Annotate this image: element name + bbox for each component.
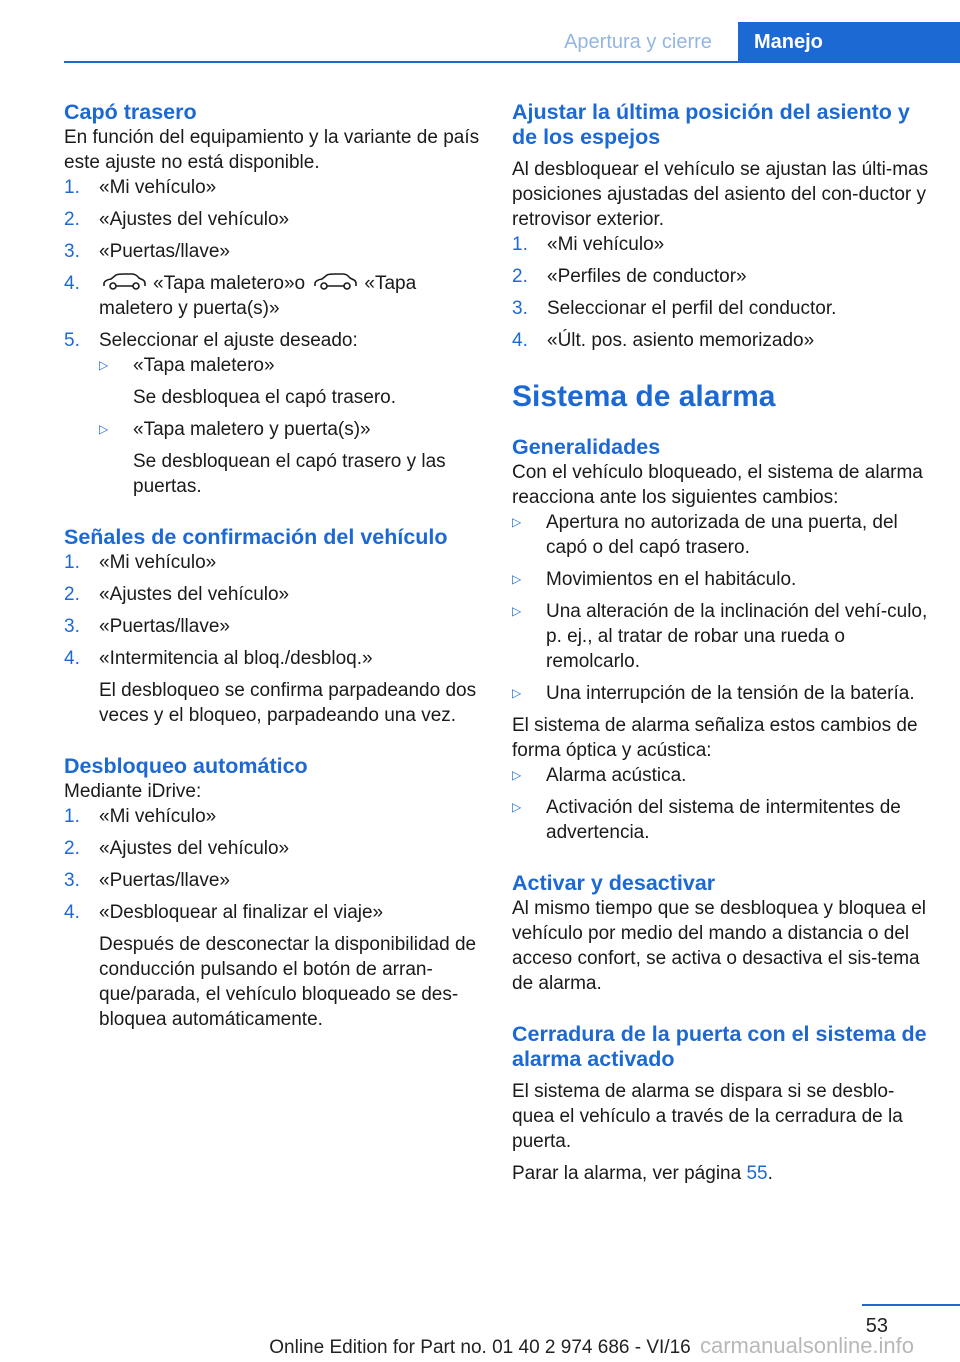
step-number: 1. — [512, 234, 528, 255]
list-item-text: Alarma acústica. — [546, 765, 687, 786]
cerradura-text: El sistema de alarma se dispara si se desblo-quea el vehículo a través de la cerradura de la puerta. — [512, 1081, 903, 1152]
list-item-text: Activación del sistema de intermitentes de advertencia. — [546, 797, 901, 843]
step-text: «Mi vehículo» — [99, 552, 217, 573]
chapter-tab[interactable]: Manejo — [738, 22, 960, 63]
step-text: «Mi vehículo» — [99, 806, 217, 827]
step-body — [99, 328, 482, 499]
list-item — [512, 599, 932, 674]
triangle-bullet-icon: ▷ — [99, 422, 109, 436]
list-item — [512, 567, 932, 592]
ajustar-steps — [512, 232, 932, 353]
heading-sistema-alarma: Sistema de alarma — [512, 380, 776, 413]
alarm-changes-list — [512, 510, 932, 706]
list-item — [512, 232, 932, 257]
option-desc: Se desbloquean el capó trasero y las puertas. — [133, 451, 446, 497]
list-item-text: Movimientos en el habitáculo. — [546, 569, 797, 590]
list-item-text: Una interrupción de la tensión de la batería. — [546, 683, 915, 704]
step-note: Después de desconectar la disponibilidad de conducción pulsando el botón de arran-que/parada, el vehículo bloqueado se des-bloquea automáticamente. — [99, 934, 477, 1030]
step-text: «Mi vehículo» — [99, 177, 217, 198]
list-item — [512, 510, 932, 560]
car-tailgate-icon — [101, 272, 147, 292]
list-item — [64, 271, 482, 321]
triangle-bullet-icon: ▷ — [512, 686, 522, 700]
heading-cerradura: Cerradura de la puerta con el sistema de alarma activado — [512, 1022, 927, 1071]
left-column — [64, 100, 482, 1032]
step-number: 4. — [64, 648, 80, 669]
triangle-bullet-icon: ▷ — [512, 604, 522, 618]
list-item — [64, 328, 482, 499]
stop-alarm-suffix: . — [767, 1163, 773, 1184]
capo-intro: En función del equipamiento y la variante de país este ajuste no está disponible. — [64, 127, 480, 173]
triangle-bullet-icon: ▷ — [512, 768, 522, 782]
step-text: «Puertas/llave» — [99, 616, 230, 637]
desbloqueo-intro: Mediante iDrive: — [64, 781, 202, 802]
step-note: El desbloqueo se confirma parpadeando dos veces y el bloqueo, parpadeando una vez. — [99, 680, 477, 726]
step-text: «Intermitencia al bloq./desbloq.» — [99, 648, 373, 669]
step-number: 4. — [64, 273, 80, 294]
step-number: 2. — [64, 209, 80, 230]
generalidades-intro: Con el vehículo bloqueado, el sistema de alarma reacciona ante los siguientes cambios: — [512, 462, 923, 508]
option-desc: Se desbloquea el capó trasero. — [133, 387, 397, 408]
list-item — [64, 175, 482, 200]
page-number: 53 — [865, 1315, 888, 1337]
step-number: 2. — [64, 838, 80, 859]
list-item — [99, 353, 482, 410]
option-body — [133, 353, 482, 410]
step-number: 1. — [64, 552, 80, 573]
heading-senales: Señales de confirmación del vehículo — [64, 525, 448, 549]
triangle-bullet-icon: ▷ — [512, 572, 522, 586]
step-number: 1. — [64, 806, 80, 827]
list-item — [512, 795, 932, 845]
activar-text: Al mismo tiempo que se desbloquea y bloquea el vehículo por medio del mando a distancia o del acceso confort, se activa o desactiva el sis-tema de alarma. — [512, 898, 927, 994]
step-number: 3. — [64, 241, 80, 262]
step-text: «Puertas/llave» — [99, 241, 230, 262]
list-item — [512, 681, 932, 706]
step-text: «Mi vehículo» — [547, 234, 665, 255]
triangle-bullet-icon: ▷ — [512, 515, 522, 529]
stop-alarm-prefix: Parar la alarma, ver página — [512, 1163, 747, 1184]
list-item — [512, 328, 932, 353]
step-text: «Ajustes del vehículo» — [99, 209, 290, 230]
heading-desbloqueo: Desbloqueo automático — [64, 754, 308, 778]
ajustar-intro: Al desbloquear el vehículo se ajustan las últi-mas posiciones ajustadas del asiento del con-ductor y retrovisor exterior. — [512, 159, 929, 230]
step-text: «Ajustes del vehículo» — [99, 838, 290, 859]
heading-activar-desactivar: Activar y desactivar — [512, 871, 716, 895]
step-number: 3. — [64, 870, 80, 891]
list-item — [64, 239, 482, 264]
step-body — [99, 900, 482, 1032]
option-label: «Tapa maletero y puerta(s)» — [133, 419, 371, 440]
list-item-text: Apertura no autorizada de una puerta, del capó o del capó trasero. — [546, 512, 898, 558]
capo-options — [99, 353, 482, 499]
list-item — [64, 614, 482, 639]
heading-generalidades: Generalidades — [512, 435, 661, 459]
step-text: Seleccionar el perfil del conductor. — [547, 298, 837, 319]
footer-rule — [862, 1304, 960, 1306]
signals-intro: El sistema de alarma señaliza estos cambios de forma óptica y acústica: — [512, 715, 918, 761]
stop-alarm-text — [512, 1161, 932, 1186]
triangle-bullet-icon: ▷ — [512, 800, 522, 814]
section-title: Apertura y cierre — [564, 31, 712, 53]
step-text — [99, 271, 482, 321]
list-item — [64, 900, 482, 1032]
heading-capo-trasero: Capó trasero — [64, 100, 197, 124]
step-number: 5. — [64, 330, 80, 351]
senales-steps — [64, 550, 482, 728]
list-item — [64, 804, 482, 829]
list-item — [64, 646, 482, 728]
car-tailgate-icon — [312, 272, 358, 292]
step-text: «Últ. pos. asiento memorizado» — [547, 330, 815, 351]
header-rule — [64, 61, 960, 63]
step-number: 2. — [512, 266, 528, 287]
list-item — [512, 763, 932, 788]
edition-line: Online Edition for Part no. 01 40 2 974 686 - VI/16 — [269, 1337, 691, 1358]
option-trunk-doors-text: «Tapa maletero y puerta(s)» — [99, 273, 417, 319]
step-number: 1. — [64, 177, 80, 198]
list-item — [99, 417, 482, 499]
step-text: «Ajustes del vehículo» — [99, 584, 290, 605]
step-number: 3. — [512, 298, 528, 319]
step-text: «Puertas/llave» — [99, 870, 230, 891]
step-number: 4. — [64, 902, 80, 923]
desbloqueo-steps — [64, 804, 482, 1032]
list-item — [64, 836, 482, 861]
alarm-signals-list — [512, 763, 932, 845]
step-text: «Perfiles de conductor» — [547, 266, 747, 287]
step-number: 3. — [64, 616, 80, 637]
option-label: «Tapa maletero» — [133, 355, 275, 376]
right-column — [512, 100, 932, 1186]
list-item-text: Una alteración de la inclinación del vehí-culo, p. ej., al tratar de robar una rueda o remolcarlo. — [546, 601, 928, 672]
list-item — [512, 296, 932, 321]
page-link[interactable]: 55 — [746, 1163, 768, 1184]
option-body — [133, 417, 482, 499]
option-trunk-text: «Tapa maletero»o — [153, 273, 306, 294]
list-item — [64, 207, 482, 232]
step-text: Seleccionar el ajuste deseado: — [99, 330, 358, 351]
capo-steps — [64, 175, 482, 499]
step-number: 4. — [512, 330, 528, 351]
list-item — [64, 550, 482, 575]
list-item — [64, 582, 482, 607]
list-item — [64, 868, 482, 893]
list-item — [512, 264, 932, 289]
step-number: 2. — [64, 584, 80, 605]
heading-ajustar-posicion: Ajustar la última posición del asiento y de los espejos — [512, 100, 910, 149]
step-text: «Desbloquear al finalizar el viaje» — [99, 902, 384, 923]
triangle-bullet-icon: ▷ — [99, 358, 109, 372]
watermark: carmanualsonline.info — [700, 1333, 915, 1358]
step-body — [99, 646, 482, 728]
